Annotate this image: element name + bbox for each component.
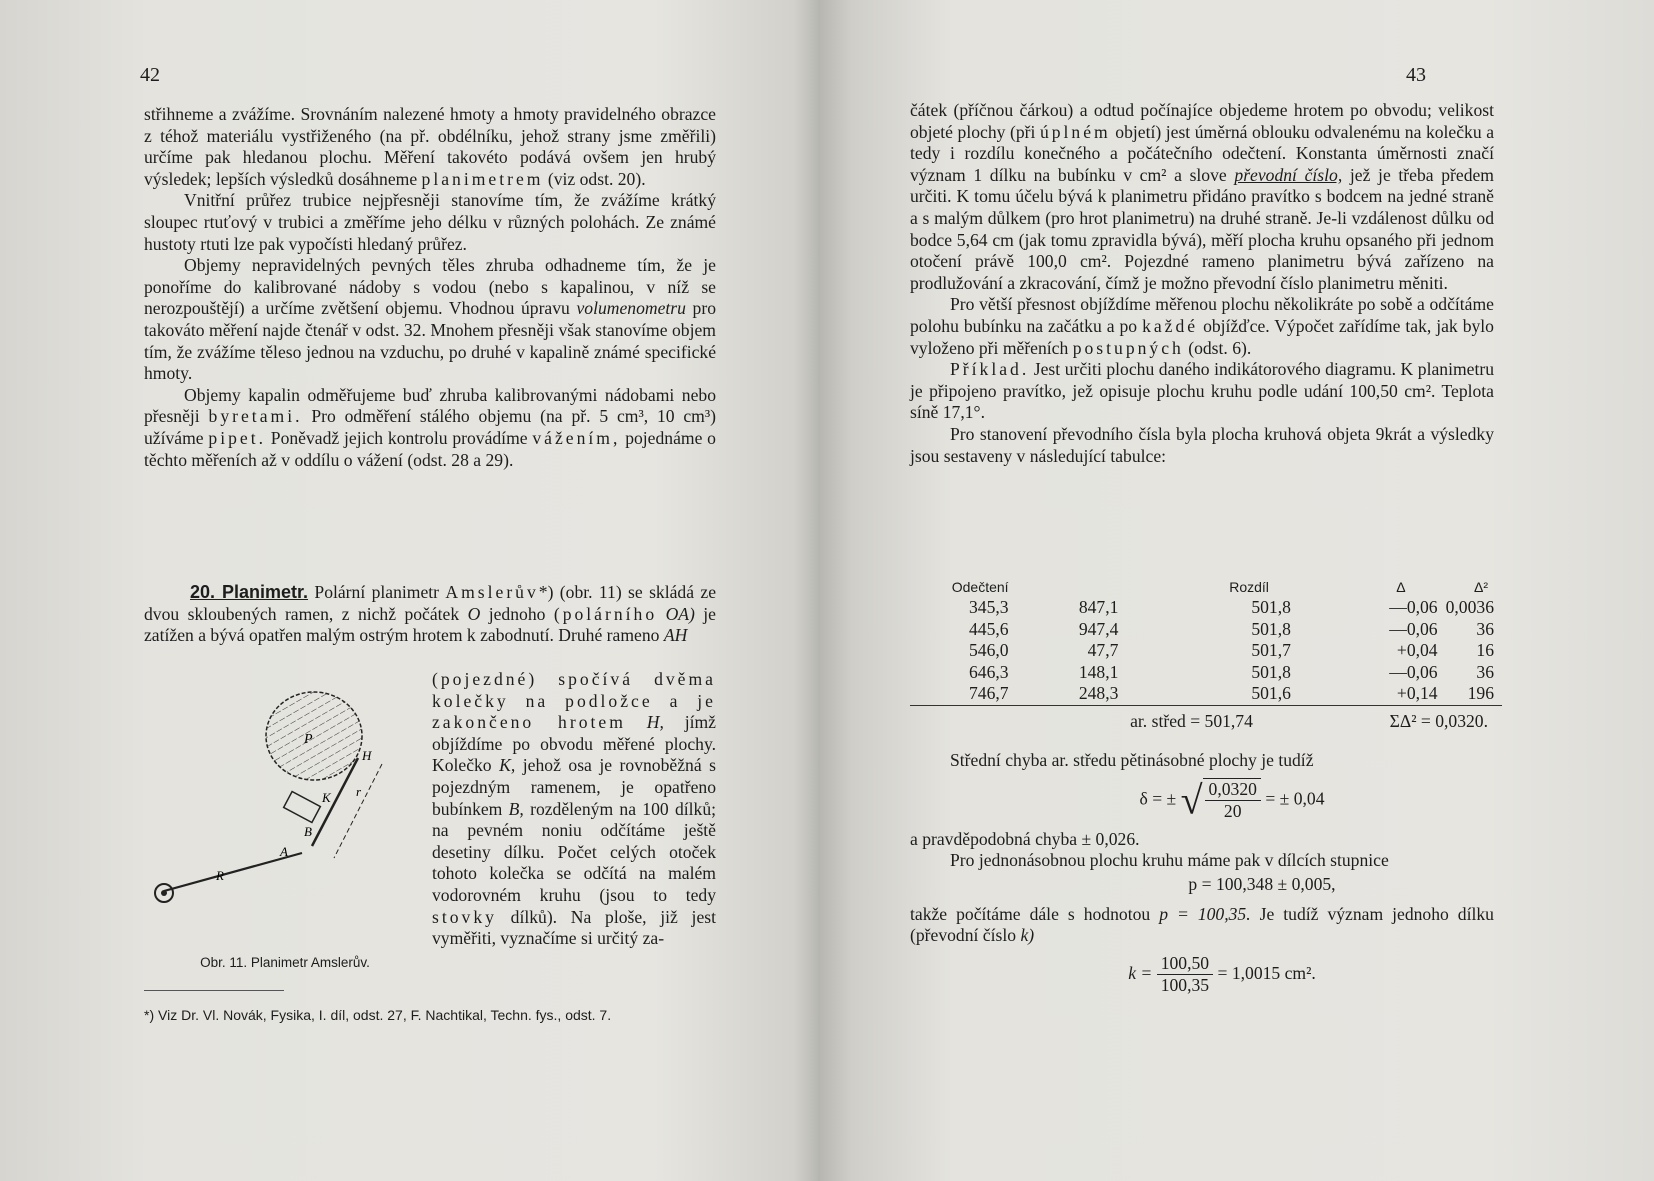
text-run: jehož osa je rovnoběžná s pojezdným ramenem, je opatřeno bubínkem (432, 755, 716, 819)
table-cell: 501,8 (1251, 618, 1291, 639)
table-cell: 501,8 (1251, 661, 1291, 682)
italic-term: volumenometru (576, 298, 686, 319)
spaced-term: byretami. (208, 406, 303, 427)
fraction (1157, 953, 1213, 997)
figure-label-r: r (356, 784, 362, 799)
text-run: Objemy kapalin odměřujeme buď zhruba kalibrovanými nádobami nebo přesněji (144, 384, 716, 427)
figure-label-R: R (216, 868, 224, 883)
section-20-intro (144, 582, 716, 647)
right-page (818, 0, 1654, 1181)
paragraph: Střední chyba ar. středu pětinásobné plochy je tudíž (950, 750, 1314, 770)
text-run: takže počítáme dále s hodnotou (910, 903, 1151, 924)
planimeter-figure (144, 688, 426, 950)
text-run: (pojezdné) spočívá dvěma kolečky na podložce a je zakončeno hrotem (432, 669, 716, 733)
text-run: pro takováto měření najde čtenář v odst. 32. Mnohem přesněji však stanovíme objem tím, že zvážíme těleso jednou na vzduchu, po druhé v kapalině známé specifické hmoty. (144, 298, 716, 384)
paragraph (910, 294, 1494, 359)
table-cell: 445,6 (968, 618, 1009, 639)
table-summary-row (910, 705, 1502, 734)
table-row (910, 640, 1502, 662)
spaced-term: každé (1142, 315, 1199, 336)
text-run: jednoho (488, 603, 546, 624)
figure-label-B: B (304, 824, 312, 839)
text-run: dílků). Na ploše, již jest vyměřiti, vyznačíme si určitý za- (432, 906, 716, 949)
text-run: (viz odst. 20). (547, 168, 646, 189)
page-number: 43 (1406, 64, 1426, 86)
equation-part: k = (1128, 962, 1153, 983)
radical-sign: √ (1180, 777, 1203, 823)
spaced-term: postupných (1072, 337, 1184, 358)
equation-part: δ = ± (1139, 788, 1177, 809)
paragraph (910, 100, 1494, 294)
table-cell: 196 (1467, 683, 1494, 703)
spaced-term: úplném (1039, 121, 1111, 142)
text-run: Pro odměření stálého objemu (na př. 5 cm³, 10 cm³) užíváme (144, 406, 717, 448)
table-row (910, 619, 1502, 641)
text-run: Pro větší přesnost objíždíme měřenou plochu několikráte po sobě a odčítáme polohu bubínku na začátku a po (910, 294, 1494, 336)
text-run: je zatížen a bývá opatřen malým ostrým hrotem k zabodnutí. Druhé rameno (144, 603, 716, 646)
table-cell: 36 (1476, 618, 1494, 639)
paragraph: a pravděpodobná chyba ± 0,026. (910, 828, 1140, 849)
table-cell: 501,8 (1251, 597, 1291, 617)
spaced-term: (polárního (553, 603, 658, 624)
radicand (1203, 778, 1261, 823)
symbol: B, (508, 798, 524, 819)
text-run: Polární planimetr (314, 582, 440, 602)
symbol: k) (1020, 925, 1035, 946)
paragraph (910, 904, 1494, 947)
table-cell: 501,6 (1251, 683, 1291, 703)
tracing-arm-edge (334, 764, 382, 858)
right-page-tail (910, 750, 1494, 997)
col-header: Δ (1396, 579, 1406, 595)
readings-table (910, 577, 1502, 734)
text-run: Objemy nepravidelných pevných těles zhruba odhadneme tím, že je ponoříme do kalibrované nádoby s vodou (nebo s kapalinou, v níž se nerozpouštějí) a určíme zvětšení objemu. Vhodnou úpravu (144, 255, 716, 319)
paragraph (910, 359, 1494, 424)
table-cell: —0,06 (1389, 597, 1438, 617)
text-run: Poněvadž jejich kontrolu provádíme (270, 427, 528, 448)
section-heading: 20. Planimetr. (190, 582, 309, 602)
footnote: *) Viz Dr. Vl. Novák, Fysika, I. díl, odst. 27, F. Nachtikal, Techn. fys., odst. 7. (144, 1007, 612, 1023)
fraction (1205, 779, 1261, 823)
spaced-term: stovky (432, 906, 497, 927)
symbol: K, (499, 755, 516, 776)
spaced-term: vážením, (532, 427, 621, 448)
fraction-denominator: 20 (1223, 801, 1242, 822)
wheel-drum (284, 792, 321, 823)
figure-label-K: K (322, 790, 331, 805)
table-cell: +0,14 (1396, 683, 1438, 703)
table-cell: 248,3 (1078, 683, 1119, 703)
left-page-body (144, 104, 716, 471)
left-page (0, 0, 818, 1181)
text-run: jež je třeba předem určiti. K tomu účelu bývá k planimetru přidáno pravítko s bodcem na jedné straně a s malým důlkem (pro hrot planimetru) na druhé straně. Je-li vzdálenost důlku od bodce 5,64 cm (jak tomu zpravidla bývá), měří plocha kruhu opsaného při jednom otočení právě 100,0 cm². Pojezdné rameno planimetru bývá zařízeno na prodlužování a zkracování, čímž je možno převodní číslo planimetru měniti. (910, 164, 1494, 293)
text-run: objetí) jest úměrná oblouku odvalenému na kolečku a tedy i rozdílu konečného a počátečního odečtení. Konstanta úměrnosti značí význam 1 dílku na bubínku v cm² a slove (910, 121, 1494, 185)
table-cell: 947,4 (1078, 618, 1119, 639)
table-cell: —0,06 (1389, 661, 1438, 682)
table-cell: 0,0036 (1445, 597, 1494, 617)
paragraph (144, 255, 716, 385)
paragraph (144, 385, 716, 471)
fraction-denominator: 100,35 (1160, 975, 1210, 996)
paragraph: Pro jednonásobnou plochu kruhu máme pak v dílcích stupnice (950, 850, 1389, 871)
figure-label-A: A (280, 844, 288, 859)
spaced-term: pipet. (208, 427, 266, 448)
symbol: OA) (665, 603, 695, 624)
symbol: p = 100,35. (1159, 903, 1251, 924)
symbol: H, (646, 712, 664, 733)
paragraph: Vnitřní průřez trubice nejpřesněji stanovíme tím, že zvážíme krátký sloupec rtuťový v trubici a změříme jeho délku v různých polohách. Ze známé hustoty rtuti lze pak vypočísti hledaný průřez. (144, 190, 716, 254)
col-header (1017, 577, 1127, 597)
fraction-numerator: 100,50 (1157, 953, 1213, 976)
table-cell: 36 (1476, 661, 1494, 682)
text-run: *) (obr. 11) se skládá ze dvou skloubených ramen, z nichž počátek (144, 582, 716, 624)
text-run: pojednáme o těchto měřeních až v oddílu o vážení (odst. 28 a 29). (144, 427, 716, 470)
figure-label-H: H (362, 748, 372, 763)
table-cell: —0,06 (1389, 618, 1438, 639)
table-row (910, 597, 1502, 619)
col-header: Δ² (1473, 579, 1488, 595)
figure-label-P: P (304, 732, 313, 747)
table-cell: 746,7 (968, 683, 1009, 703)
section-20-wrap-column (432, 669, 716, 950)
table-cell: 847,1 (1078, 597, 1119, 617)
footnote-rule (144, 990, 284, 991)
paragraph: Pro stanovení převodního čísla byla plocha kruhová objeta 9krát a výsledky jsou sestaveny v následující tabulce: (910, 423, 1494, 466)
symbol: AH (663, 625, 688, 646)
text-run: střihneme a zvážíme. Srovnáním nalezené hmoty a hmoty pravidelného obrazce z téhož materiálu vystřiženého (na př. obdélníku, jehož strany jsme změřili) určíme pak hledanou plochu. Měření takovéto podává ovšem jen hrubý výsledek; lepších výsledků dosáhneme (144, 104, 716, 189)
fraction-numerator: 0,0320 (1205, 779, 1261, 802)
table-cell-mean: ar. střed = 501,74 (910, 705, 1299, 734)
spaced-term: Amslerův (445, 582, 539, 602)
equation-p: p = 100,348 ± 0,005, (1188, 873, 1336, 894)
text-run: (odst. 6). (1188, 337, 1252, 358)
table-cell: 646,3 (968, 661, 1009, 682)
table-cell: 345,3 (968, 597, 1009, 617)
table-row (910, 662, 1502, 684)
table-cell: 148,1 (1078, 661, 1119, 682)
equation-part: = 1,0015 cm². (1217, 962, 1316, 983)
table-cell: 501,7 (1251, 640, 1291, 660)
text-run: jímž objíždíme po obvodu měřené plochy. Kolečko (432, 712, 716, 776)
right-page-body (910, 100, 1494, 467)
col-header: Rozdíl (1229, 579, 1269, 595)
table-cell: 546,0 (968, 640, 1009, 660)
table-header-row (910, 577, 1502, 597)
table-cell: +0,04 (1396, 640, 1438, 660)
text-run: Je tudíž význam jednoho dílku (převodní číslo (910, 903, 1494, 946)
table-cell-sum-squares: ΣΔ² = 0,0320. (1299, 705, 1502, 734)
text-run: Jest určiti plochu daného indikátorového diagramu. K planimetru je připojeno pravítko, jež opisuje plochu kruhu podle udání 100,50 cm². Teplota síně 17,1°. (910, 359, 1495, 423)
table-cell: 16 (1476, 640, 1494, 660)
figure-caption: Obr. 11. Planimetr Amslerův. (200, 955, 370, 970)
table-row (910, 683, 1502, 705)
symbol: O (467, 603, 481, 624)
example-label: Příklad. (950, 359, 1030, 380)
equation-part: = ± 0,04 (1265, 788, 1325, 809)
page-number: 42 (140, 64, 160, 86)
defined-term: převodní číslo, (1234, 164, 1343, 185)
text-run: rozděleným na 100 dílků; na pevném noniu odčítáme ještě desetiny dílku. Počet celých otoček tohoto kolečka se odčítá na malém vodorovném kruhu (jsou to tedy (432, 798, 717, 905)
spaced-term: planimetrem (421, 168, 544, 189)
text-run: objížďce. Výpočet zařídíme tak, jak bylo vyloženo při měřeních (910, 315, 1494, 358)
equation-delta (970, 778, 1494, 823)
measured-area (266, 692, 362, 780)
paragraph (144, 104, 716, 190)
table-cell: 47,7 (1087, 640, 1119, 660)
equation-k (950, 953, 1494, 997)
text-run: čátek (příčnou čárkou) a odtud počínajíce objedeme hrotem po obvodu; velikost objeté plochy (při (910, 100, 1494, 142)
col-header: Odečtení (951, 579, 1009, 595)
